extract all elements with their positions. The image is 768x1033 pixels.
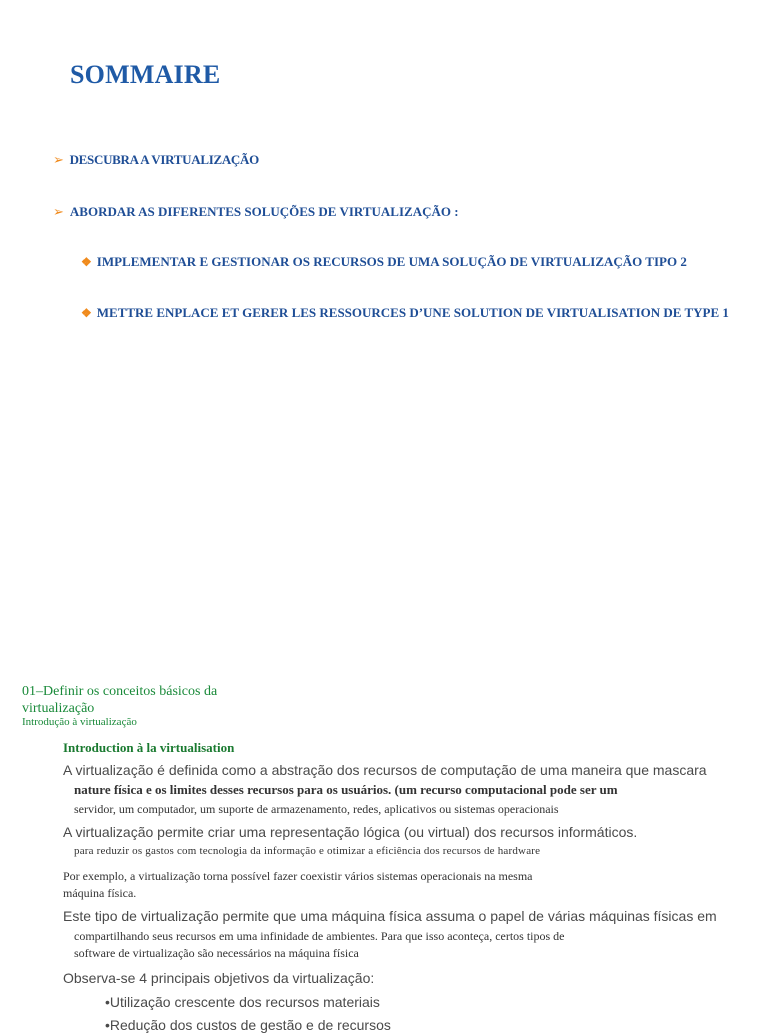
section-subtitle: Introdução à virtualização (22, 716, 137, 728)
body-line: Por exemplo, a virtualização torna possível fazer coexistir vários sistemas operacionais na mesma (63, 869, 533, 883)
arrow-bullet-icon: ➢ (53, 204, 64, 219)
section-heading: Introduction à la virtualisation (63, 740, 235, 755)
body-line: A virtualização permite criar uma representação lógica (ou virtual) dos recursos informáticos. (63, 824, 638, 840)
body-line: máquina física. (63, 886, 137, 900)
diamond-bullet-icon: ❖ (81, 255, 92, 269)
body-line: A virtualização é definida como a abstração dos recursos de computação de uma maneira que mascara (63, 762, 707, 778)
arrow-bullet-icon: ➢ (53, 152, 64, 167)
body-line: Este tipo de virtualização permite que uma máquina física assuma o papel de várias máquinas físicas em (63, 908, 717, 924)
toc-item-abordar (53, 204, 459, 220)
body-line: nature física e os limites desses recursos para os usuários. (um recurso computacional pode ser um (74, 782, 618, 797)
list-item: •Utilização crescente dos recursos materiais (105, 994, 380, 1010)
toc-item-label: METTRE ENPLACE ET GERER LES RESSOURCES D’UNE SOLUTION DE VIRTUALISATION DE TYPE 1 (96, 305, 729, 320)
toc-subitem-tipo-2 (81, 254, 687, 270)
body-line: servidor, um computador, um suporte de armazenamento, redes, aplicativos ou sistemas operacionais (74, 802, 559, 816)
list-item: •Redução dos custos de gestão e de recursos (105, 1017, 391, 1033)
body-line: Observa-se 4 principais objetivos da virtualização: (63, 970, 375, 986)
page-title: SOMMAIRE (70, 60, 221, 89)
toc-item-label: IMPLEMENTAR E GESTIONAR OS RECURSOS DE UMA SOLUÇÃO DE VIRTUALIZAÇÃO TIPO 2 (96, 254, 687, 269)
body-line: software de virtualização são necessários na máquina física (74, 946, 359, 960)
diamond-bullet-icon: ❖ (81, 306, 92, 320)
toc-subitem-type-1 (81, 305, 729, 321)
toc-item-descubra (53, 152, 259, 168)
toc-item-label: ABORDAR AS DIFERENTES SOLUÇÕES DE VIRTUALIZAÇÃO : (69, 204, 459, 219)
body-line: para reduzir os gastos com tecnologia da informação e otimizar a eficiência dos recursos de hardware (74, 845, 541, 857)
toc-item-label: DESCUBRA A VIRTUALIZAÇÃO (69, 152, 259, 167)
section-title: 01–Definir os conceitos básicos da virtualização (22, 684, 218, 716)
body-line: compartilhando seus recursos em uma infinidade de ambientes. Para que isso aconteça, certos tipos de (74, 929, 565, 943)
